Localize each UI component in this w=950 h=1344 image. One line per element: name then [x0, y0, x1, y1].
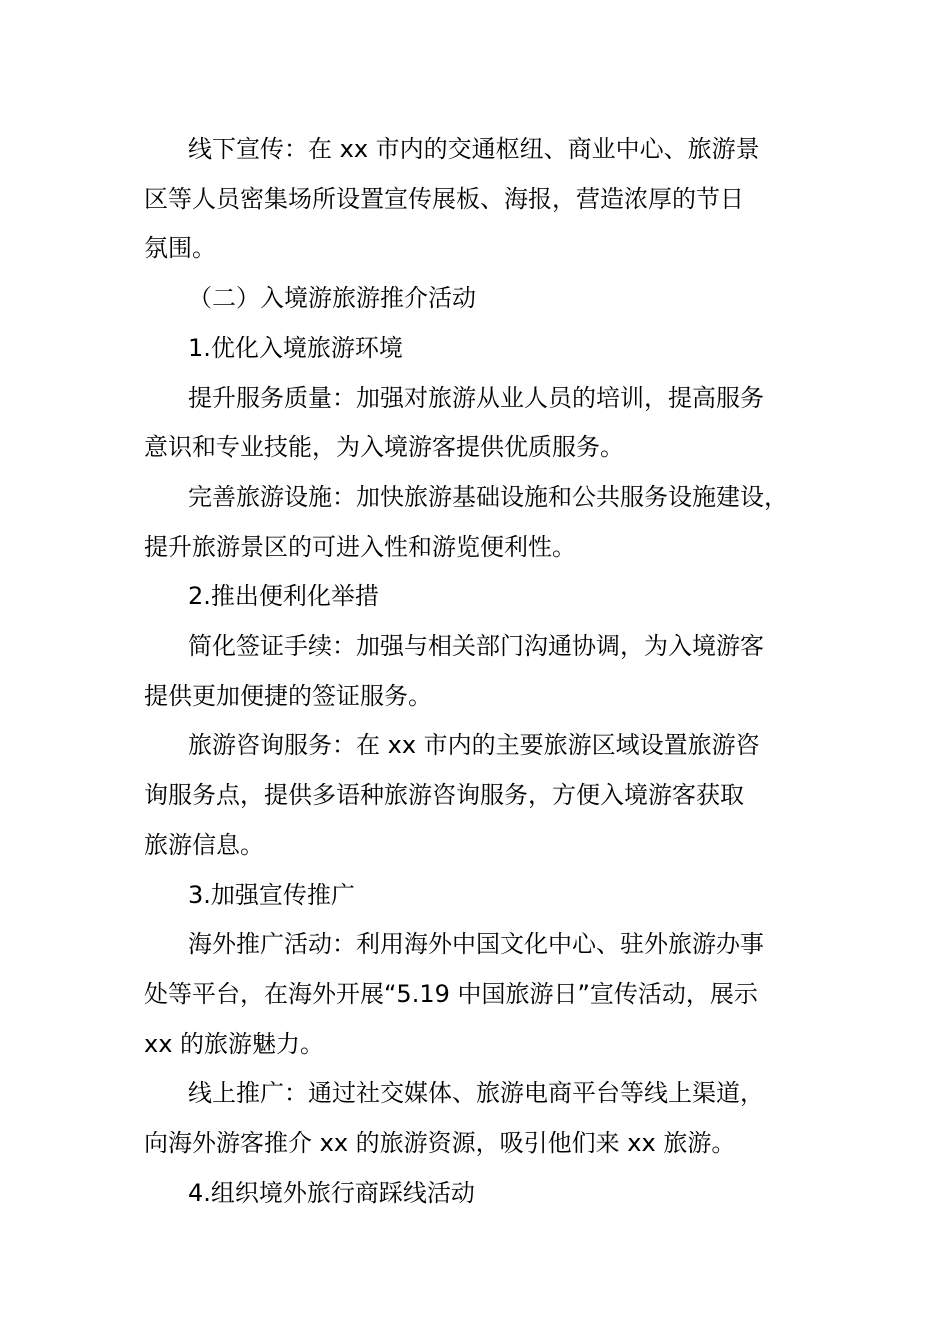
- text-line: 提供更加便捷的签证服务。: [144, 681, 432, 710]
- text-line: 提升服务质量：加强对旅游从业人员的培训，提高服务: [188, 383, 764, 412]
- heading-text: 4.组织境外旅行商踩线活动: [188, 1178, 475, 1207]
- heading-text: 2.推出便利化举措: [188, 582, 379, 611]
- text-line: 旅游信息。: [144, 830, 264, 859]
- section-heading-inbound-promo: [144, 274, 809, 324]
- text-line: 完善旅游设施：加快旅游基础设施和公共服务设施建设，: [188, 482, 788, 511]
- paragraph-facilities: [144, 473, 809, 572]
- paragraph-online-promo: [144, 1069, 809, 1168]
- paragraph-consulting: [144, 721, 809, 870]
- text-line: 海外推广活动：利用海外中国文化中心、驻外旅游办事: [188, 930, 764, 959]
- subheading-item-1: [144, 324, 809, 374]
- paragraph-overseas-promo: [144, 920, 809, 1069]
- text-line: 氛围。: [144, 234, 216, 263]
- text-line: 区等人员密集场所设置宣传展板、海报，营造浓厚的节日: [144, 184, 744, 213]
- text-line: xx 的旅游魅力。: [144, 1029, 325, 1058]
- heading-text: （二）入境游旅游推介活动: [188, 284, 476, 313]
- text-line: 向海外游客推介 xx 的旅游资源，吸引他们来 xx 旅游。: [144, 1129, 736, 1158]
- text-line: 线下宣传：在 xx 市内的交通枢纽、商业中心、旅游景: [188, 135, 760, 163]
- text-line: 旅游咨询服务：在 xx 市内的主要旅游区域设置旅游咨: [188, 731, 760, 760]
- paragraph-visa: [144, 622, 809, 721]
- text-line: 提升旅游景区的可进入性和游览便利性。: [144, 532, 576, 561]
- text-line: 询服务点，提供多语种旅游咨询服务，方便入境游客获取: [144, 781, 744, 810]
- heading-text: 1.优化入境旅游环境: [188, 333, 403, 362]
- text-line: 线上推广：通过社交媒体、旅游电商平台等线上渠道，: [188, 1079, 764, 1108]
- subheading-item-4: [144, 1169, 809, 1219]
- heading-text: 3.加强宣传推广: [188, 880, 355, 909]
- text-line: 处等平台，在海外开展“5.19 中国旅游日”宣传活动，展示: [144, 979, 758, 1008]
- text-line: 简化签证手续：加强与相关部门沟通协调，为入境游客: [188, 632, 764, 661]
- document-body: [144, 125, 809, 1218]
- subheading-item-2: [144, 572, 809, 622]
- paragraph-offline-promo: [144, 125, 809, 274]
- subheading-item-3: [144, 871, 809, 921]
- paragraph-service-quality: [144, 374, 809, 473]
- text-line: 意识和专业技能，为入境游客提供优质服务。: [144, 433, 624, 462]
